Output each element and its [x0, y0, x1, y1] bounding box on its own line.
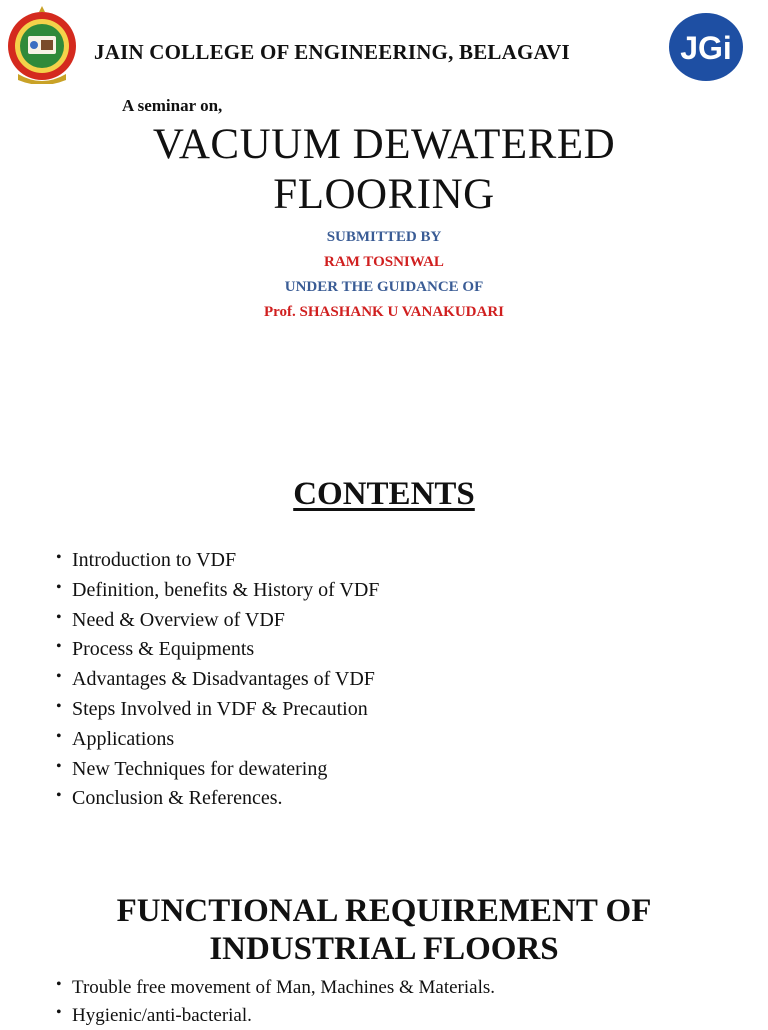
- list-item: • Hygienic/anti-bacterial.: [56, 1002, 495, 1030]
- list-item: • New Techniques for dewatering: [56, 755, 379, 785]
- seminar-title-line2: FLOORING: [273, 171, 495, 218]
- functional-requirements-list: [56, 974, 495, 1030]
- seminar-intro: A seminar on,: [122, 96, 223, 115]
- functional-heading-line1: FUNCTIONAL REQUIREMENT OF: [116, 893, 652, 929]
- guide-name: Prof. SHASHANK U VANAKUDARI: [263, 304, 505, 320]
- list-item: • Conclusion & References.: [56, 784, 379, 814]
- list-item: • Advantages & Disadvantages of VDF: [56, 665, 379, 695]
- list-item: • Trouble free movement of Man, Machines & Materials.: [56, 974, 495, 1002]
- list-item: • Steps Involved in VDF & Precaution: [56, 695, 379, 725]
- list-item: • Definition, benefits & History of VDF: [56, 576, 379, 606]
- list-item: • Process & Equipments: [56, 635, 379, 665]
- student-name: RAM TOSNIWAL: [324, 254, 444, 270]
- college-name: JAIN COLLEGE OF ENGINEERING, BELAGAVI: [94, 40, 570, 64]
- jgi-logo-text: JGi: [680, 30, 732, 66]
- guidance-label: UNDER THE GUIDANCE OF: [284, 279, 484, 295]
- contents-list: [56, 546, 379, 814]
- contents-heading: CONTENTS: [293, 476, 475, 512]
- functional-heading-line2: INDUSTRIAL FLOORS: [209, 931, 559, 967]
- functional-requirement-heading: [0, 892, 768, 968]
- submitted-by-label: SUBMITTED BY: [326, 229, 442, 245]
- list-item: • Need & Overview of VDF: [56, 606, 379, 636]
- list-item: • Introduction to VDF: [56, 546, 379, 576]
- jgi-logo: [668, 12, 744, 82]
- seminar-title-line1: VACUUM DEWATERED: [152, 121, 616, 168]
- college-emblem-logo: [4, 4, 80, 84]
- list-item: • Applications: [56, 725, 379, 755]
